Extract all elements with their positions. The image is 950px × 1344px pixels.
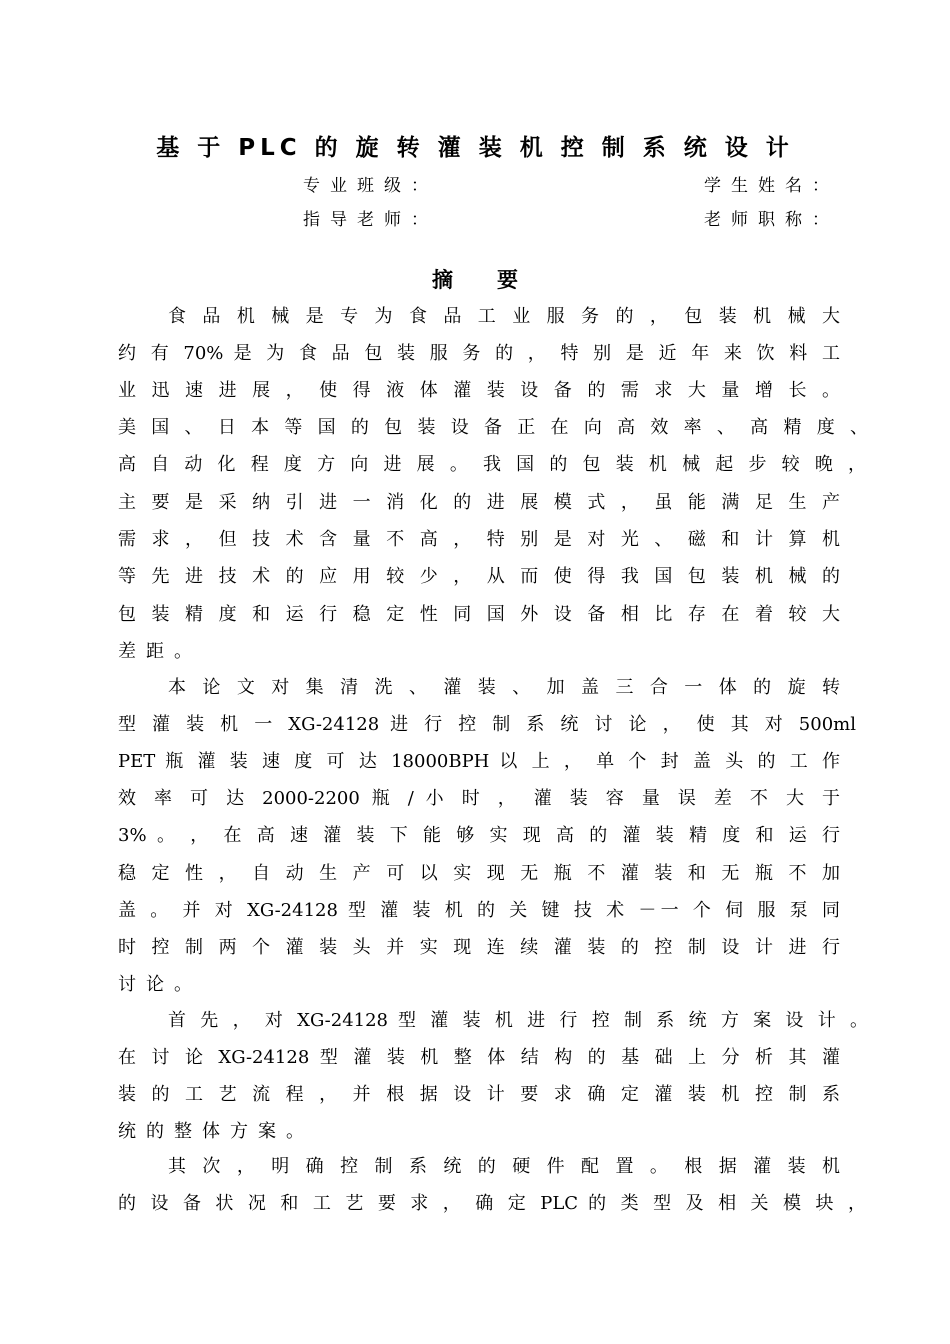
meta-advisor: 指导老师： xyxy=(303,210,438,230)
body-line: 其 次 ， 明 确 控 制 系 统 的 硬 件 配 置 。 根 据 灌 装 机 xyxy=(168,1156,840,1177)
body-line: 讨论。 xyxy=(118,974,202,995)
body-line: 业 迅 速 进 展 ， 使 得 液 体 灌 装 设 备 的 需 求 大 量 增 长 。 xyxy=(118,380,840,401)
body-line: 效 率 可 达 2000-2200 瓶 / 小 时 ， 灌 装 容 量 误 差 不 大 于 xyxy=(118,788,840,809)
body-line: 型 灌 装 机 一 XG-24128 进 行 控 制 系 统 讨 论 ， 使 其 对 500ml xyxy=(118,714,856,735)
body-line: 本 论 文 对 集 清 洗 、 灌 装 、 加 盖 三 合 一 体 的 旋 转 xyxy=(168,677,840,698)
body-line: 稳 定 性 ， 自 动 生 产 可 以 实 现 无 瓶 不 灌 装 和 无 瓶 不 加 xyxy=(118,863,840,884)
body-line: 差距。 xyxy=(118,641,202,662)
body-line: 首 先 ， 对 XG-24128 型 灌 装 机 进 行 控 制 系 统 方 案 设 计 。 xyxy=(168,1010,868,1031)
body-line: 主 要 是 采 纳 引 进 一 消 化 的 进 展 模 式 ， 虽 能 满 足 生 产 xyxy=(118,492,840,513)
meta-student-name: 学生姓名： xyxy=(704,176,839,196)
body-line: 食 品 机 械 是 专 为 食 品 工 业 服 务 的 ， 包 装 机 械 大 xyxy=(168,306,840,327)
body-line: 包 装 精 度 和 运 行 稳 定 性 同 国 外 设 备 相 比 存 在 着 较 大 xyxy=(118,604,840,625)
body-line: 盖 。 并 对 XG-24128 型 灌 装 机 的 关 键 技 术 －一 个 伺 服 泵 同 xyxy=(118,900,840,921)
body-line: 等 先 进 技 术 的 应 用 较 少 ， 从 而 使 得 我 国 包 装 机 械 的 xyxy=(118,566,840,587)
body-line: 的 设 备 状 况 和 工 艺 要 求 ， 确 定 PLC 的 类 型 及 相 关 模 块 ， xyxy=(118,1193,866,1214)
body-line: 需 求 ， 但 技 术 含 量 不 高 ， 特 别 是 对 光 、 磁 和 计 算 机 xyxy=(118,529,840,550)
body-line: 约 有 70% 是 为 食 品 包 装 服 务 的 ， 特 别 是 近 年 来 饮 料 工 xyxy=(118,343,840,364)
body-line: 装 的 工 艺 流 程 ， 并 根 据 设 计 要 求 确 定 灌 装 机 控 制 系 xyxy=(118,1084,840,1105)
body-line: 时 控 制 两 个 灌 装 头 并 实 现 连 续 灌 装 的 控 制 设 计 进 行 xyxy=(118,937,840,958)
body-line: 统的整体方案。 xyxy=(118,1121,314,1142)
meta-advisor-title: 老师职称： xyxy=(704,210,839,230)
body-line: 3% 。 ， 在 高 速 灌 装 下 能 够 实 现 高 的 灌 装 精 度 和 运 行 xyxy=(118,825,840,846)
body-line: 在 讨 论 XG-24128 型 灌 装 机 整 体 结 构 的 基 础 上 分 析 其 灌 xyxy=(118,1047,840,1068)
body-line: 高 自 动 化 程 度 方 向 进 展 。 我 国 的 包 装 机 械 起 步 较 晚 ， xyxy=(118,454,866,475)
meta-major-class: 专业班级： xyxy=(303,176,438,196)
body-line: 美 国 、 日 本 等 国 的 包 装 设 备 正 在 向 高 效 率 、 高 精 度 、 xyxy=(118,417,868,438)
document-title: 基 于 PLC 的 旋 转 灌 装 机 控 制 系 统 设 计 xyxy=(156,135,794,161)
body-line: PET 瓶 灌 装 速 度 可 达 18000BPH 以 上 ， 单 个 封 盖 头 的 工 作 xyxy=(118,751,840,772)
abstract-heading: 摘要 xyxy=(432,268,562,292)
